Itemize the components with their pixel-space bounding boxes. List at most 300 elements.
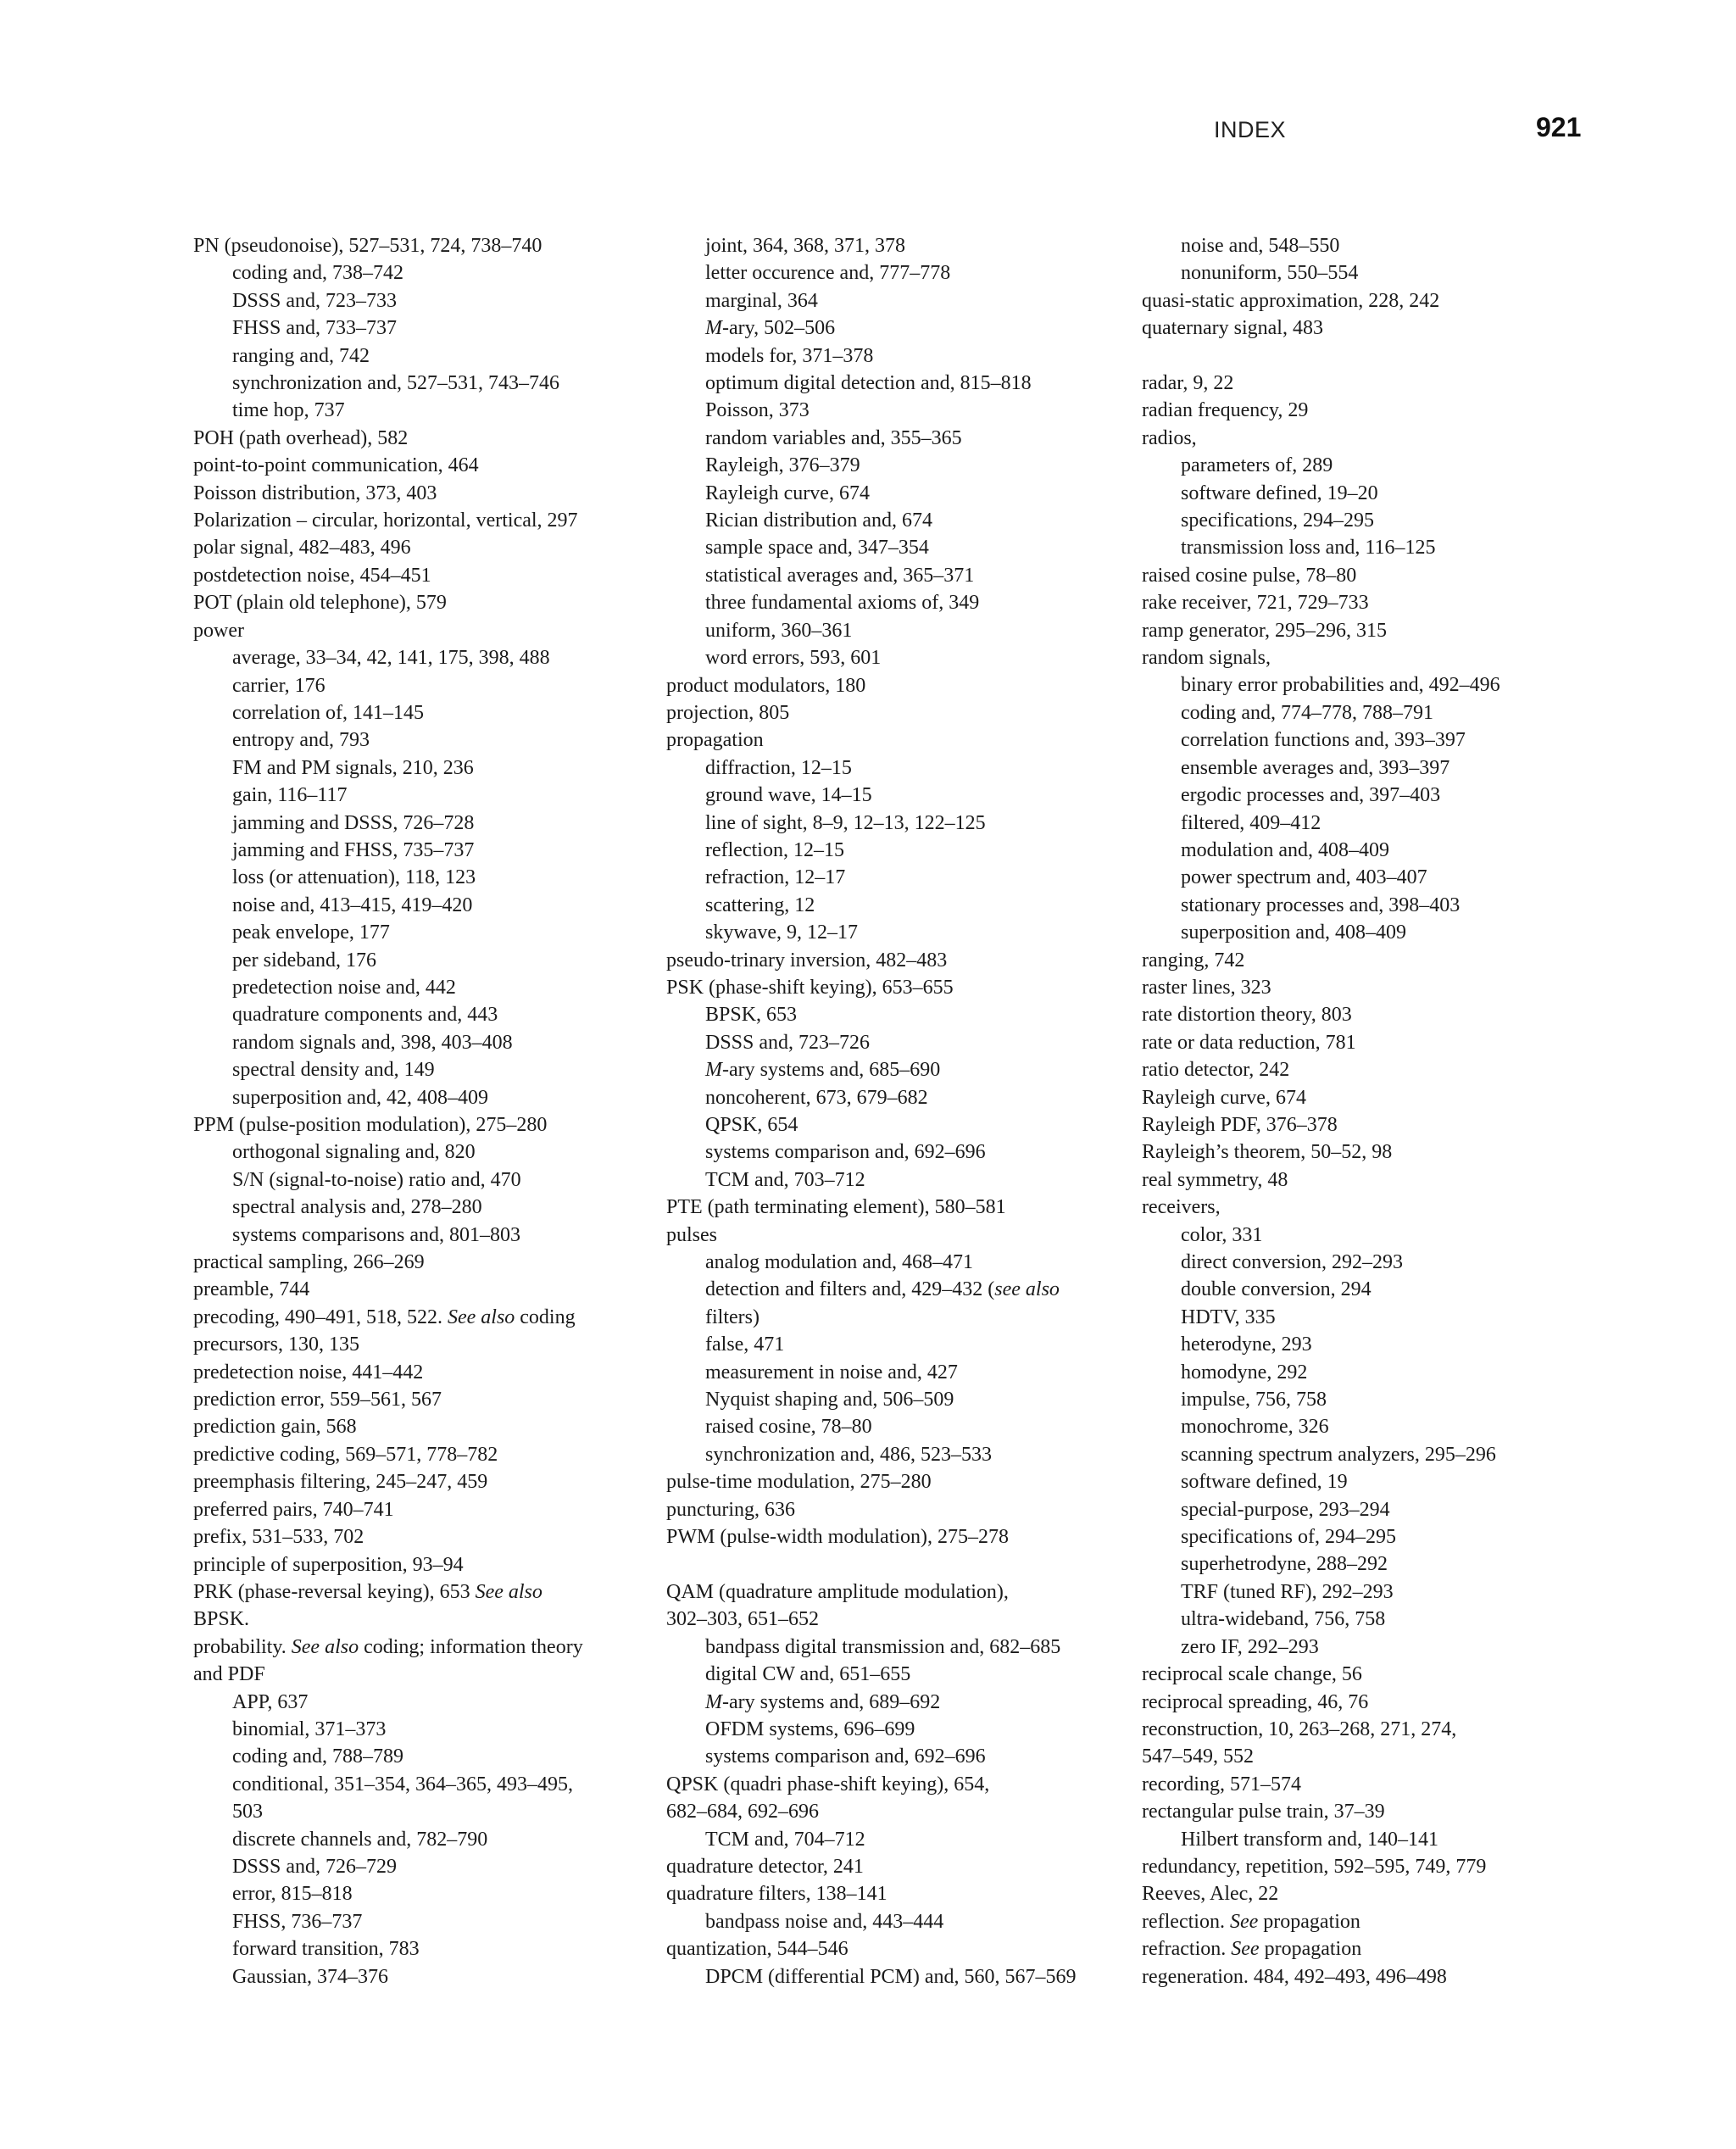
index-subentry [666, 1441, 1124, 1468]
index-entry [1142, 1908, 1583, 1935]
entry-text: quadrature detector, 241 [666, 1855, 864, 1878]
entry-text: rectangular pulse train, 37–39 [1142, 1801, 1385, 1823]
entry-text: POH (path overhead), 582 [193, 426, 409, 449]
index-entry [193, 562, 651, 589]
index-subentry [193, 919, 651, 946]
entry-text: heterodyne, 293 [1181, 1333, 1312, 1356]
entry-text: Rayleigh PDF, 376–378 [1142, 1113, 1338, 1136]
index-subentry [193, 1853, 651, 1880]
index-entry [193, 589, 651, 616]
entry-text: ensemble averages and, 393–397 [1181, 756, 1450, 779]
index-subentry [666, 919, 1124, 946]
entry-continuation: 682–684, 692–696 [666, 1801, 819, 1823]
index-subentry [666, 1689, 1124, 1716]
entry-text: peak envelope, 177 [232, 921, 390, 944]
entry-text: probability. [193, 1635, 292, 1658]
index-subentry [1142, 1826, 1583, 1853]
entry-text: TRF (tuned RF), 292–293 [1181, 1580, 1394, 1603]
index-entry [1142, 1771, 1583, 1798]
entry-italic-text: M [705, 1059, 722, 1082]
entry-continuation: filters) [705, 1306, 760, 1328]
index-subentry [666, 452, 1124, 479]
index-entry [1142, 287, 1583, 315]
index-entry [1142, 1798, 1583, 1825]
index-entry [1142, 644, 1583, 671]
entry-text: coding and, 788–789 [232, 1745, 403, 1768]
entry-text: measurement in noise and, 427 [705, 1361, 958, 1383]
index-subentry [193, 1139, 651, 1166]
entry-text: product modulators, 180 [666, 674, 866, 697]
index-entry [666, 1771, 1124, 1826]
entry-text: rate distortion theory, 803 [1142, 1004, 1352, 1027]
entry-text: average, 33–34, 42, 141, 175, 398, 488 [232, 647, 550, 670]
index-subentry [1142, 754, 1583, 782]
entry-text: TCM and, 703–712 [705, 1168, 865, 1191]
entry-text: color, 331 [1181, 1223, 1263, 1246]
index-subentry [666, 1908, 1124, 1935]
index-subentry [193, 1001, 651, 1028]
index-entry [193, 1386, 651, 1413]
index-subentry [666, 1331, 1124, 1358]
entry-text: ramp generator, 295–296, 315 [1142, 619, 1387, 642]
entry-text: S/N (signal-to-noise) ratio and, 470 [232, 1168, 521, 1191]
entry-text: noise and, 548–550 [1181, 235, 1340, 257]
index-entry [193, 617, 651, 644]
entry-text: entropy and, 793 [232, 729, 370, 752]
entry-continuation: 503 [232, 1801, 263, 1823]
index-entry [666, 1853, 1124, 1880]
entry-text: ranging, 742 [1142, 949, 1245, 972]
entry-text: predictive coding, 569–571, 778–782 [193, 1443, 498, 1466]
index-subentry [666, 1963, 1124, 1990]
entry-text: raised cosine, 78–80 [705, 1416, 872, 1439]
index-subentry [1142, 1222, 1583, 1249]
entry-text: analog modulation and, 468–471 [705, 1251, 973, 1274]
entry-text: filtered, 409–412 [1181, 811, 1321, 834]
entry-text: ultra-wideband, 756, 758 [1181, 1608, 1386, 1631]
index-subentry [1142, 1606, 1583, 1633]
entry-text: propagation [666, 729, 764, 752]
entry-text: noise and, 413–415, 419–420 [232, 894, 473, 916]
index-subentry [1142, 1276, 1583, 1303]
entry-italic-text: See also [291, 1635, 359, 1658]
entry-text: pulse-time modulation, 275–280 [666, 1471, 932, 1494]
entry-text: per sideband, 176 [232, 949, 376, 972]
index-entry [193, 232, 651, 259]
index-subentry [193, 1716, 651, 1743]
index-subentry [1142, 1496, 1583, 1523]
entry-text: regeneration. 484, 492–493, 496–498 [1142, 1965, 1447, 1988]
running-head: INDEX [1214, 117, 1287, 142]
entry-text: preemphasis filtering, 245–247, 459 [193, 1471, 488, 1494]
index-subentry [1142, 452, 1583, 479]
entry-text: homodyne, 292 [1181, 1361, 1308, 1383]
entry-text: nonuniform, 550–554 [1181, 262, 1359, 285]
index-entry [1142, 315, 1583, 342]
entry-text: scattering, 12 [705, 894, 815, 916]
index-subentry [1142, 1331, 1583, 1358]
index-subentry [666, 287, 1124, 315]
index-entry [666, 699, 1124, 727]
index-entry [1142, 1056, 1583, 1083]
index-subentry [666, 1634, 1124, 1661]
index-subentry [193, 1222, 651, 1249]
entry-text: jamming and FHSS, 735–737 [232, 838, 475, 861]
index-entry [666, 672, 1124, 699]
entry-italic-text: see also [994, 1278, 1060, 1301]
index-entry [193, 1441, 651, 1468]
index-subentry [1142, 1386, 1583, 1413]
index-entry [193, 480, 651, 507]
entry-text: letter occurence and, 777–778 [705, 262, 951, 285]
index-subentry [1142, 507, 1583, 534]
entry-text: predetection noise and, 442 [232, 976, 456, 999]
entry-text: prediction error, 559–561, 567 [193, 1389, 442, 1411]
entry-text: detection and filters and, 429–432 ( [705, 1278, 995, 1301]
page-number: 921 [1536, 112, 1582, 142]
index-subentry [193, 1963, 651, 1990]
index-subentry [1142, 1249, 1583, 1276]
entry-text: Gaussian, 374–376 [232, 1965, 388, 1988]
entry-text: three fundamental axioms of, 349 [705, 592, 980, 615]
entry-text: optimum digital detection and, 815–818 [705, 372, 1032, 395]
index-subentry [666, 1276, 1124, 1331]
entry-text: principle of superposition, 93–94 [193, 1553, 464, 1576]
entry-text: TCM and, 704–712 [705, 1828, 865, 1851]
entry-text: pulses [666, 1223, 717, 1246]
index-subentry [666, 232, 1124, 259]
index-subentry [193, 315, 651, 342]
index-entry [1142, 589, 1583, 616]
index-subentry [666, 480, 1124, 507]
entry-italic-text: See also [475, 1580, 542, 1603]
entry-text: DSSS and, 723–733 [232, 289, 398, 312]
entry-text: orthogonal signaling and, 820 [232, 1141, 476, 1164]
entry-text: rate or data reduction, 781 [1142, 1031, 1356, 1054]
entry-text: propagation [1258, 1910, 1360, 1933]
index-subentry [193, 810, 651, 837]
entry-text: monochrome, 326 [1181, 1416, 1329, 1439]
entry-text: OFDM systems, 696–699 [705, 1718, 915, 1740]
entry-text: quasi-static approximation, 228, 242 [1142, 289, 1440, 312]
entry-text: impulse, 756, 758 [1181, 1389, 1327, 1411]
entry-text: precursors, 130, 135 [193, 1333, 359, 1356]
index-entry [666, 1222, 1124, 1249]
entry-text: PN (pseudonoise), 527–531, 724, 738–740 [193, 235, 542, 257]
index-entry [666, 1468, 1124, 1495]
index-entry [1142, 1716, 1583, 1771]
entry-text: Hilbert transform and, 140–141 [1181, 1828, 1438, 1851]
index-subentry [1142, 919, 1583, 946]
index-subentry [666, 425, 1124, 452]
entry-text: power [193, 619, 244, 642]
entry-text: ranging and, 742 [232, 344, 370, 367]
entry-text: marginal, 364 [705, 289, 818, 312]
index-subentry [193, 1743, 651, 1770]
index-subentry [666, 837, 1124, 864]
index-subentry [193, 782, 651, 809]
entry-text: -ary systems and, 689–692 [722, 1690, 941, 1713]
entry-text: reciprocal spreading, 46, 76 [1142, 1690, 1369, 1713]
index-subentry [666, 617, 1124, 644]
index-entry [193, 1331, 651, 1358]
entry-text: digital CW and, 651–655 [705, 1663, 911, 1686]
index-subentry [666, 1386, 1124, 1413]
entry-text: direct conversion, 292–293 [1181, 1251, 1403, 1274]
index-subentry [193, 837, 651, 864]
entry-text: -ary, 502–506 [722, 317, 836, 340]
entry-text: binomial, 371–373 [232, 1718, 387, 1740]
index-subentry [666, 315, 1124, 342]
entry-text: point-to-point communication, 464 [193, 454, 479, 477]
index-subentry [193, 1084, 651, 1111]
index-column-1 [193, 232, 651, 1990]
entry-text: precoding, 490–491, 518, 522. [193, 1306, 448, 1328]
index-subentry [1142, 810, 1583, 837]
entry-continuation: and PDF [193, 1663, 265, 1686]
index-entry [193, 1634, 651, 1689]
entry-text: PSK (phase-shift keying), 653–655 [666, 976, 954, 999]
entry-text: refraction. [1142, 1938, 1232, 1961]
index-entry [1142, 617, 1583, 644]
index-subentry [1142, 864, 1583, 891]
entry-text: stationary processes and, 398–403 [1181, 894, 1461, 916]
entry-text: models for, 371–378 [705, 344, 874, 367]
entry-text: correlation of, 141–145 [232, 701, 424, 724]
index-entry [1142, 1139, 1583, 1166]
entry-text: quadrature filters, 138–141 [666, 1883, 887, 1906]
entry-text: noncoherent, 673, 679–682 [705, 1086, 928, 1109]
entry-text: coding [515, 1306, 576, 1328]
index-entry [666, 1935, 1124, 1962]
index-entry [1142, 1111, 1583, 1139]
index-entry [666, 1496, 1124, 1523]
entry-text: Rayleigh curve, 674 [1142, 1086, 1306, 1109]
entry-text: projection, 805 [666, 701, 790, 724]
index-subentry [666, 1029, 1124, 1056]
entry-text: skywave, 9, 12–17 [705, 921, 858, 944]
entry-text: Poisson, 373 [705, 399, 810, 422]
index-entry [1142, 1661, 1583, 1688]
index-entry [1142, 1001, 1583, 1028]
entry-text: PRK (phase-reversal keying), 653 [193, 1580, 476, 1603]
index-entry [1142, 562, 1583, 589]
entry-text: Nyquist shaping and, 506–509 [705, 1389, 954, 1411]
index-entry [193, 1496, 651, 1523]
index-subentry [666, 1743, 1124, 1770]
entry-text: power spectrum and, 403–407 [1181, 866, 1427, 889]
index-subentry [1142, 1304, 1583, 1331]
entry-italic-text: M [705, 317, 722, 340]
entry-text: Rayleigh curve, 674 [705, 482, 870, 504]
entry-italic-text: See [1231, 1938, 1260, 1961]
entry-text: DPCM (differential PCM) and, 560, 567–569 [705, 1965, 1077, 1988]
entry-text: APP, 637 [232, 1690, 309, 1713]
index-subentry [666, 1056, 1124, 1083]
entry-text: Polarization – circular, horizontal, vertical, 297 [193, 509, 578, 532]
index-subentry [1142, 837, 1583, 864]
index-subentry [193, 727, 651, 754]
index-entry [1142, 370, 1583, 397]
entry-text: loss (or attenuation), 118, 123 [232, 866, 476, 889]
entry-text: QPSK (quadri phase-shift keying), 654, [666, 1773, 990, 1795]
entry-text: superposition and, 408–409 [1181, 921, 1406, 944]
index-subentry [1142, 727, 1583, 754]
entry-text: joint, 364, 368, 371, 378 [705, 235, 906, 257]
index-column-3 [1142, 232, 1583, 1990]
index-entry [1142, 1029, 1583, 1056]
index-subentry [1142, 534, 1583, 561]
entry-text: ratio detector, 242 [1142, 1059, 1290, 1082]
entry-text: specifications of, 294–295 [1181, 1526, 1396, 1549]
entry-text: refraction, 12–17 [705, 866, 846, 889]
entry-text: quadrature components and, 443 [232, 1004, 498, 1027]
index-entry [666, 1578, 1124, 1634]
index-subentry [666, 507, 1124, 534]
index-subentry [193, 1771, 651, 1826]
index-subentry [193, 699, 651, 727]
entry-text: time hop, 737 [232, 399, 345, 422]
index-subentry [193, 397, 651, 424]
index-entry [193, 1276, 651, 1303]
index-entry [193, 1413, 651, 1440]
index-subentry [666, 342, 1124, 370]
index-subentry [666, 1111, 1124, 1139]
index-subentry [1142, 1523, 1583, 1551]
index-entry [193, 1111, 651, 1139]
index-subentry [1142, 1578, 1583, 1606]
entry-text: quantization, 544–546 [666, 1938, 849, 1961]
index-entry [1142, 425, 1583, 452]
index-entry [193, 1523, 651, 1551]
index-subentry [1142, 1551, 1583, 1578]
entry-text: synchronization and, 527–531, 743–746 [232, 372, 559, 395]
index-subentry [193, 892, 651, 919]
index-subentry [666, 864, 1124, 891]
entry-text: radios, [1142, 426, 1197, 449]
entry-text: predetection noise, 441–442 [193, 1361, 424, 1383]
entry-text: polar signal, 482–483, 496 [193, 537, 411, 560]
index-subentry [193, 1689, 651, 1716]
entry-text: binary error probabilities and, 492–496 [1181, 674, 1500, 697]
index-subentry [193, 287, 651, 315]
entry-text: QPSK, 654 [705, 1114, 798, 1136]
entry-text: radar, 9, 22 [1142, 372, 1234, 395]
index-subentry [1142, 1634, 1583, 1661]
index-subentry [666, 589, 1124, 616]
index-subentry [1142, 1413, 1583, 1440]
entry-text: error, 815–818 [232, 1883, 353, 1906]
entry-text: modulation and, 408–409 [1181, 838, 1389, 861]
entry-text: -ary systems and, 685–690 [722, 1059, 941, 1082]
entry-continuation: 547–549, 552 [1142, 1745, 1254, 1768]
entry-text: random variables and, 355–365 [705, 426, 962, 449]
index-subentry [1142, 259, 1583, 287]
entry-text: parameters of, 289 [1181, 454, 1333, 477]
entry-text: sample space and, 347–354 [705, 537, 929, 560]
index-entry [666, 727, 1124, 754]
entry-italic-text: See also [447, 1306, 515, 1328]
entry-text: preamble, 744 [193, 1278, 310, 1301]
index-subentry [1142, 671, 1583, 699]
entry-text: forward transition, 783 [232, 1938, 420, 1961]
entry-continuation: 302–303, 651–652 [666, 1608, 819, 1631]
entry-text: HDTV, 335 [1181, 1306, 1276, 1328]
entry-text: synchronization and, 486, 523–533 [705, 1443, 992, 1466]
entry-text: QAM (quadrature amplitude modulation), [666, 1580, 1009, 1603]
index-subentry [666, 534, 1124, 561]
entry-text: special-purpose, 293–294 [1181, 1498, 1390, 1521]
index-subentry [666, 782, 1124, 809]
index-entry [1142, 1689, 1583, 1716]
index-entry [193, 1304, 651, 1331]
index-subentry [193, 1880, 651, 1907]
index-entry [1142, 947, 1583, 974]
entry-text: coding and, 774–778, 788–791 [1181, 701, 1433, 724]
entry-text: reflection, 12–15 [705, 838, 844, 861]
entry-text: receivers, [1142, 1196, 1221, 1219]
entry-text: line of sight, 8–9, 12–13, 122–125 [705, 811, 986, 834]
entry-text: reflection. [1142, 1910, 1230, 1933]
index-subentry [666, 1001, 1124, 1028]
index-subentry [666, 370, 1124, 397]
index-entry [193, 452, 651, 479]
index-subentry [666, 754, 1124, 782]
index-subentry [666, 1661, 1124, 1688]
index-subentry [193, 370, 651, 397]
index-entry [666, 947, 1124, 974]
index-subentry [666, 1084, 1124, 1111]
index-subentry [193, 1935, 651, 1962]
entry-italic-text: See [1229, 1910, 1259, 1933]
entry-text: DSSS and, 726–729 [232, 1855, 398, 1878]
index-subentry [193, 1194, 651, 1221]
index-entry [193, 1249, 651, 1276]
entry-text: prefix, 531–533, 702 [193, 1526, 364, 1549]
index-subentry [1142, 1468, 1583, 1495]
index-subentry [666, 1413, 1124, 1440]
index-subentry [193, 947, 651, 974]
index-subentry [666, 562, 1124, 589]
entry-text: Rayleigh, 376–379 [705, 454, 860, 477]
entry-text: Rician distribution and, 674 [705, 509, 932, 532]
entry-text: discrete channels and, 782–790 [232, 1828, 488, 1851]
entry-text: raised cosine pulse, 78–80 [1142, 564, 1357, 587]
index-entry [1142, 1166, 1583, 1194]
entry-text: raster lines, 323 [1142, 976, 1271, 999]
entry-text: specifications, 294–295 [1181, 509, 1374, 532]
index-subentry [666, 644, 1124, 671]
entry-text: radian frequency, 29 [1142, 399, 1309, 422]
entry-text: preferred pairs, 740–741 [193, 1498, 394, 1521]
index-subentry [666, 1249, 1124, 1276]
index-subentry [666, 1359, 1124, 1386]
entry-text: puncturing, 636 [666, 1498, 795, 1521]
entry-text: practical sampling, 266–269 [193, 1251, 425, 1274]
page-header [0, 112, 1736, 154]
entry-text: PTE (path terminating element), 580–581 [666, 1196, 1006, 1219]
index-subentry [666, 1716, 1124, 1743]
entry-text: statistical averages and, 365–371 [705, 564, 975, 587]
index-subentry [193, 1826, 651, 1853]
entry-text: superposition and, 42, 408–409 [232, 1086, 488, 1109]
index-subentry [666, 1139, 1124, 1166]
entry-continuation: BPSK. [193, 1608, 250, 1631]
entry-text: DSSS and, 723–726 [705, 1031, 871, 1054]
entry-text: Poisson distribution, 373, 403 [193, 482, 437, 504]
entry-text: real symmetry, 48 [1142, 1168, 1288, 1191]
index-subentry [1142, 480, 1583, 507]
